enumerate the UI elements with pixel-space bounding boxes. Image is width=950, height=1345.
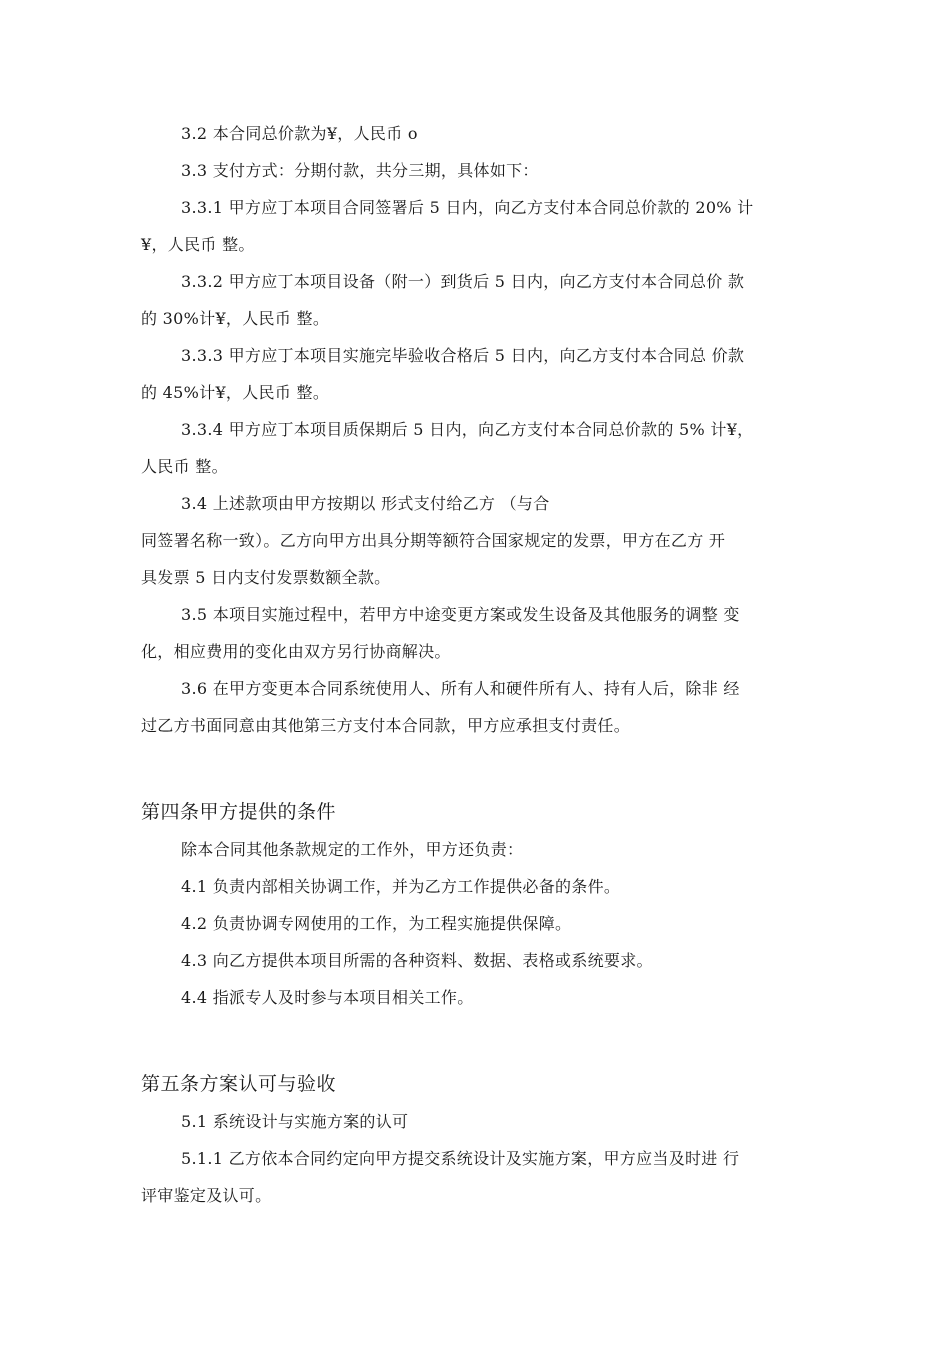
clause-3-3-3-cont: 的 45%计¥，人民币 整。	[141, 383, 330, 402]
clause-3-3-1: 3.3.1 甲方应丁本项目合同签署后 5 日内，向乙方支付本合同总价款的 20% 计	[181, 198, 754, 217]
clause-3-3-4-cont: 人民币 整。	[141, 457, 228, 476]
clause-3-3-2: 3.3.2 甲方应丁本项目设备（附一）到货后 5 日内，向乙方支付本合同总价 款	[181, 272, 745, 291]
clause-3-4: 3.4 上述款项由甲方按期以 形式支付给乙方 （与合	[181, 494, 550, 513]
clause-3-3: 3.3 支付方式：分期付款，共分三期，具体如下：	[181, 161, 539, 180]
clause-4-3: 4.3 向乙方提供本项目所需的各种资料、数据、表格或系统要求。	[181, 951, 653, 970]
section-5-heading: 第五条方案认可与验收	[141, 1073, 337, 1095]
clause-3-6-cont: 过乙方书面同意由其他第三方支付本合同款，甲方应承担支付责任。	[141, 716, 631, 735]
clause-5-1-1: 5.1.1 乙方依本合同约定向甲方提交系统设计及实施方案，甲方应当及时进 行	[181, 1149, 740, 1168]
clause-3-3-2-cont: 的 30%计¥，人民币 整。	[141, 309, 330, 328]
clause-5-1: 5.1 系统设计与实施方案的认可	[181, 1112, 409, 1131]
clause-3-5-cont: 化，相应费用的变化由双方另行协商解决。	[141, 642, 451, 661]
clause-3-3-4: 3.3.4 甲方应丁本项目质保期后 5 日内，向乙方支付本合同总价款的 5% 计¥，	[181, 420, 754, 439]
section-4-heading: 第四条甲方提供的条件	[141, 801, 337, 823]
clause-3-2: 3.2 本合同总价款为¥，人民币 o	[181, 124, 418, 143]
clause-3-5: 3.5 本项目实施过程中，若甲方中途变更方案或发生设备及其他服务的调整 变	[181, 605, 740, 624]
clause-5-1-1-cont: 评审鉴定及认可。	[141, 1186, 272, 1205]
clause-3-3-3: 3.3.3 甲方应丁本项目实施完毕验收合格后 5 日内，向乙方支付本合同总 价款	[181, 346, 745, 365]
clause-3-4-cont-1: 同签署名称一致）。乙方向甲方出具分期等额符合国家规定的发票，甲方在乙方 开	[141, 531, 726, 550]
section-4-intro: 除本合同其他条款规定的工作外，甲方还负责：	[181, 840, 524, 859]
clause-4-2: 4.2 负责协调专网使用的工作，为工程实施提供保障。	[181, 914, 572, 933]
clause-4-1: 4.1 负责内部相关协调工作，并为乙方工作提供必备的条件。	[181, 877, 621, 896]
clause-3-6: 3.6 在甲方变更本合同系统使用人、所有人和硬件所有人、持有人后，除非 经	[181, 679, 740, 698]
clause-3-4-cont-2: 具发票 5 日内支付发票数额全款。	[141, 568, 391, 587]
clause-4-4: 4.4 指派专人及时参与本项目相关工作。	[181, 988, 474, 1007]
clause-3-3-1-cont: ¥，人民币 整。	[141, 235, 255, 254]
